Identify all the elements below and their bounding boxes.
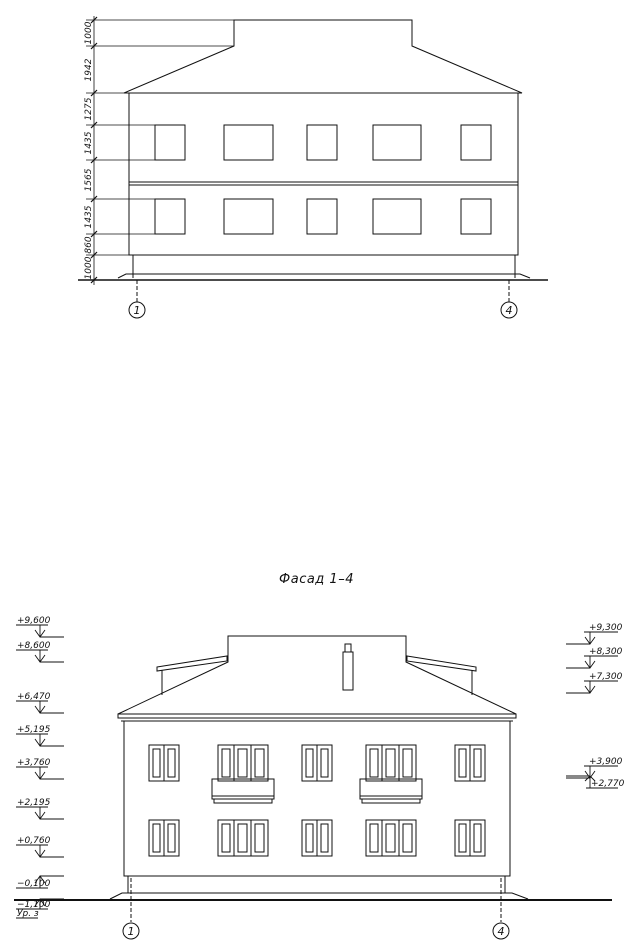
- windows-upper: [155, 125, 491, 160]
- level-label: +5,195: [17, 725, 51, 735]
- dim-label: 1275: [84, 97, 94, 121]
- facade-axis-label-4: 4: [497, 925, 505, 938]
- level-markers-left: [16, 625, 64, 918]
- ground-slope: [118, 274, 530, 278]
- drawing-title: Фасад 1–4: [279, 572, 354, 587]
- chimney: [343, 652, 353, 690]
- dim-label: 1565: [84, 168, 94, 192]
- level-label: +0,760: [17, 836, 51, 846]
- level-label: +2,195: [17, 798, 51, 808]
- level-label: +8,300: [589, 647, 623, 657]
- level-label: +3,760: [17, 758, 51, 768]
- dimension-chain: [86, 16, 234, 285]
- level-label: +2,770: [591, 779, 625, 789]
- facade-windows-upper: [149, 745, 485, 781]
- top-facade: [78, 16, 548, 318]
- facade-1-4: [14, 625, 618, 939]
- dim-label: 1435: [84, 131, 94, 155]
- level-label: −1,100: [17, 900, 51, 910]
- dim-label: 1435: [84, 205, 94, 229]
- dim-label: 1000: [84, 21, 94, 45]
- level-labels-right: [589, 623, 625, 789]
- axis-label-4: 4: [505, 304, 513, 317]
- parapet-right: [407, 656, 476, 671]
- level-labels-left: [17, 616, 51, 919]
- dim-label: 1000: [84, 256, 94, 280]
- chimney-cap: [345, 644, 351, 652]
- wall-body: [129, 93, 518, 255]
- ground-level-label: Ур. з: [17, 909, 39, 919]
- cornice: [118, 714, 516, 718]
- facade-windows-lower: [149, 820, 485, 856]
- facade-axis-label-1: 1: [127, 925, 135, 938]
- level-label: +9,600: [17, 616, 51, 626]
- balconies: [212, 779, 422, 803]
- level-label: +8,600: [17, 641, 51, 651]
- roof: [124, 20, 522, 93]
- level-label: +6,470: [17, 692, 51, 702]
- level-label: +9,300: [589, 623, 623, 633]
- parapet-left: [157, 656, 227, 671]
- level-label: −0,100: [17, 879, 51, 889]
- windows-lower: [155, 199, 491, 234]
- level-label: +3,900: [589, 757, 623, 767]
- axis-label-1: 1: [133, 304, 141, 317]
- dim-label: 1942: [84, 58, 94, 82]
- facade-roof: [118, 636, 516, 714]
- dimension-labels: [84, 21, 94, 279]
- dim-label: 860: [84, 236, 94, 254]
- ground-slope-2: [110, 893, 528, 899]
- level-label: +7,300: [589, 672, 623, 682]
